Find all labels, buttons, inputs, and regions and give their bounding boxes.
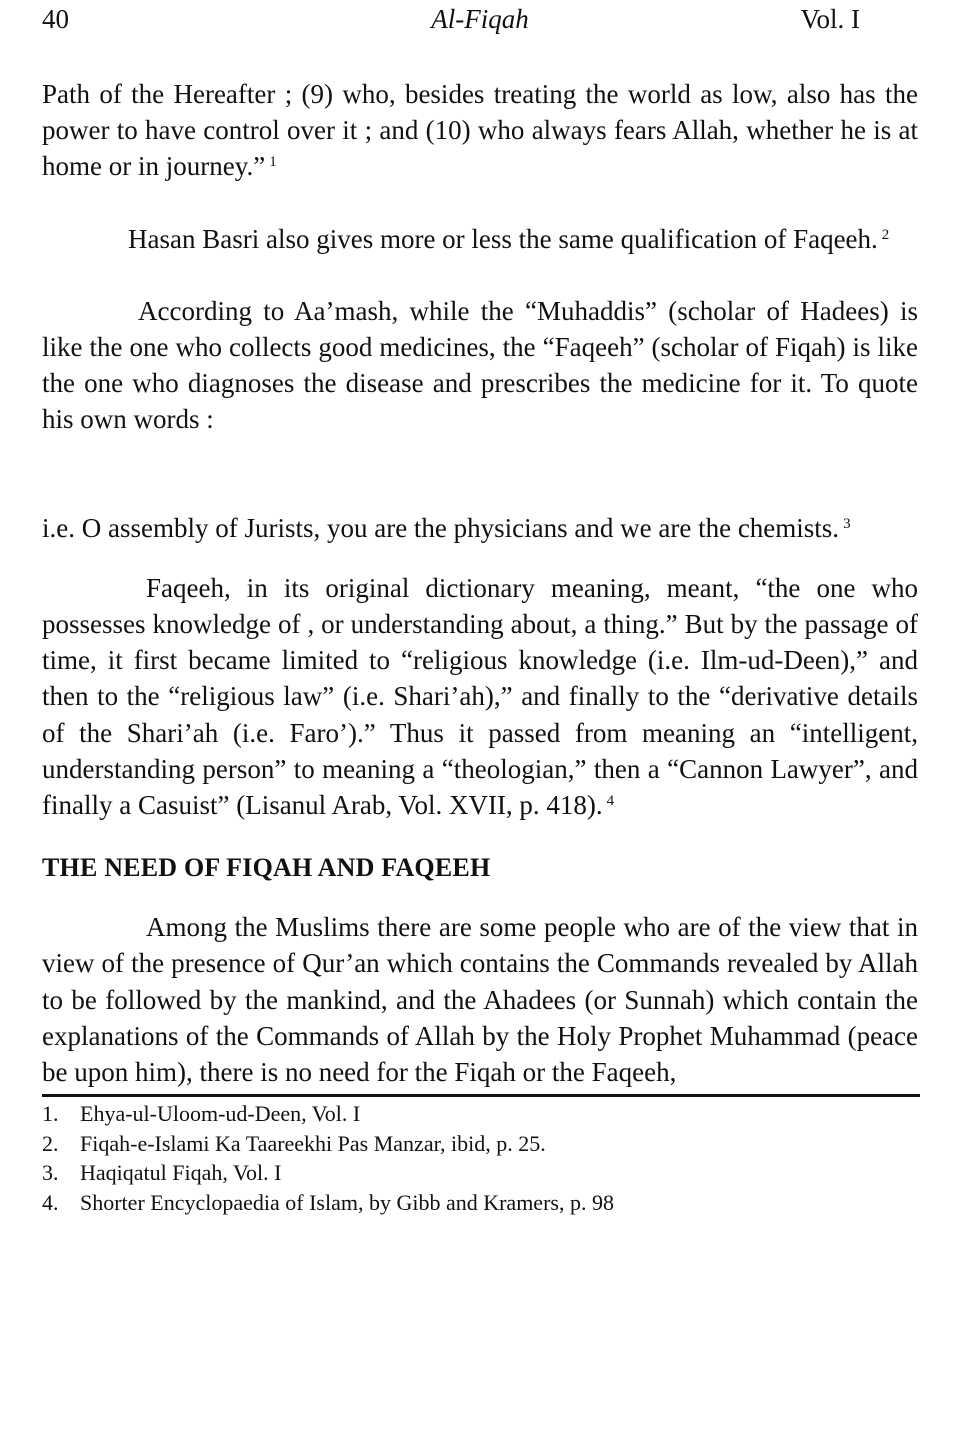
book-page (42, 0, 918, 1217)
paragraph-text: i.e. O assembly of Jurists, you are the physicians and we are the chemists. (42, 512, 840, 543)
footnotes (42, 1099, 918, 1217)
paragraph-faqeeh-meaning (42, 570, 918, 823)
footnote-text: Shorter Encyclopaedia of Islam, by Gibb and Kramers, p. 98 (80, 1189, 614, 1215)
paragraph-assembly-of-jurists (42, 510, 918, 546)
running-title: Al-Fiqah (431, 4, 529, 34)
paragraph-aamash (42, 293, 918, 438)
footnote-ref-1: 1 (269, 154, 277, 171)
paragraph-text: Among the Muslims there are some people who are of the view that in view of the presence of Qur’an which contains the Commands revealed by Allah to be followed by the mankind, and the Ahadees (or Sunnah) which contain the explanations of the Commands of Allah by the Holy Prophet Muhammad (peace be upon him), there is no need for the Fiqah or the Faqeeh, (42, 912, 918, 1088)
paragraph-hereafter (42, 76, 918, 185)
footnote-number: 3. (42, 1160, 59, 1186)
paragraph-hasan-basri (42, 221, 918, 257)
footnote-item (42, 1099, 918, 1129)
section-heading: THE NEED OF FIQAH AND FAQEEH (42, 853, 491, 883)
paragraph-text: Path of the Hereafter ; (9) who, besides treating the world as low, also has the power to have control over it ; and (10) who always fears Allah, whether he is at home or in journey.” (42, 79, 918, 182)
footnote-text: Haqiqatul Fiqah, Vol. I (80, 1160, 282, 1186)
footnote-item (42, 1129, 918, 1159)
paragraph-text: Faqeeh, in its original dictionary meaning, meant, “the one who possesses knowledge of , or understanding about, a thing.” But by the passage of time, it first became limited to “religious knowledge (i.e. Ilm-ud-Deen),” and then to the “religious law” (i.e. Shari’ah),” and finally to the “derivative details of the Shari’ah (i.e. Faro’).” Thus it passed from meaning an “intelligent, understanding person” to meaning a “theologian,” then a “Cannon Lawyer”, and finally a Casuist” (Lisanul Arab, Vol. XVII, p. 418). (42, 572, 918, 821)
volume-label: Vol. I (800, 4, 860, 34)
footnote-number: 2. (42, 1130, 59, 1156)
paragraph-text: Hasan Basri also gives more or less the same qualification of Faqeeh. (128, 223, 878, 254)
footnote-ref-3: 3 (843, 515, 851, 532)
footnote-ref-2: 2 (881, 226, 890, 243)
footnote-divider (42, 1094, 920, 1097)
paragraph-need-of-fiqah (42, 909, 918, 1090)
footnote-number: 4. (42, 1189, 59, 1215)
footnote-item (42, 1158, 918, 1188)
page-number: 40 (42, 4, 69, 34)
page-header (42, 0, 918, 44)
footnote-ref-4: 4 (606, 793, 615, 810)
footnote-text: Ehya-ul-Uloom-ud-Deen, Vol. I (80, 1101, 361, 1127)
footnote-number: 1. (42, 1101, 59, 1127)
footnote-item (42, 1188, 918, 1218)
paragraph-text: According to Aa’mash, while the “Muhaddis” (scholar of Hadees) is like the one who collects good medicines, the “Faqeeh” (scholar of Fiqah) is like the one who diagnoses the disease and prescribes the medicine for it. To quote his own words : (42, 295, 918, 435)
footnote-text: Fiqah-e-Islami Ka Taareekhi Pas Manzar, ibid, p. 25. (80, 1130, 546, 1156)
